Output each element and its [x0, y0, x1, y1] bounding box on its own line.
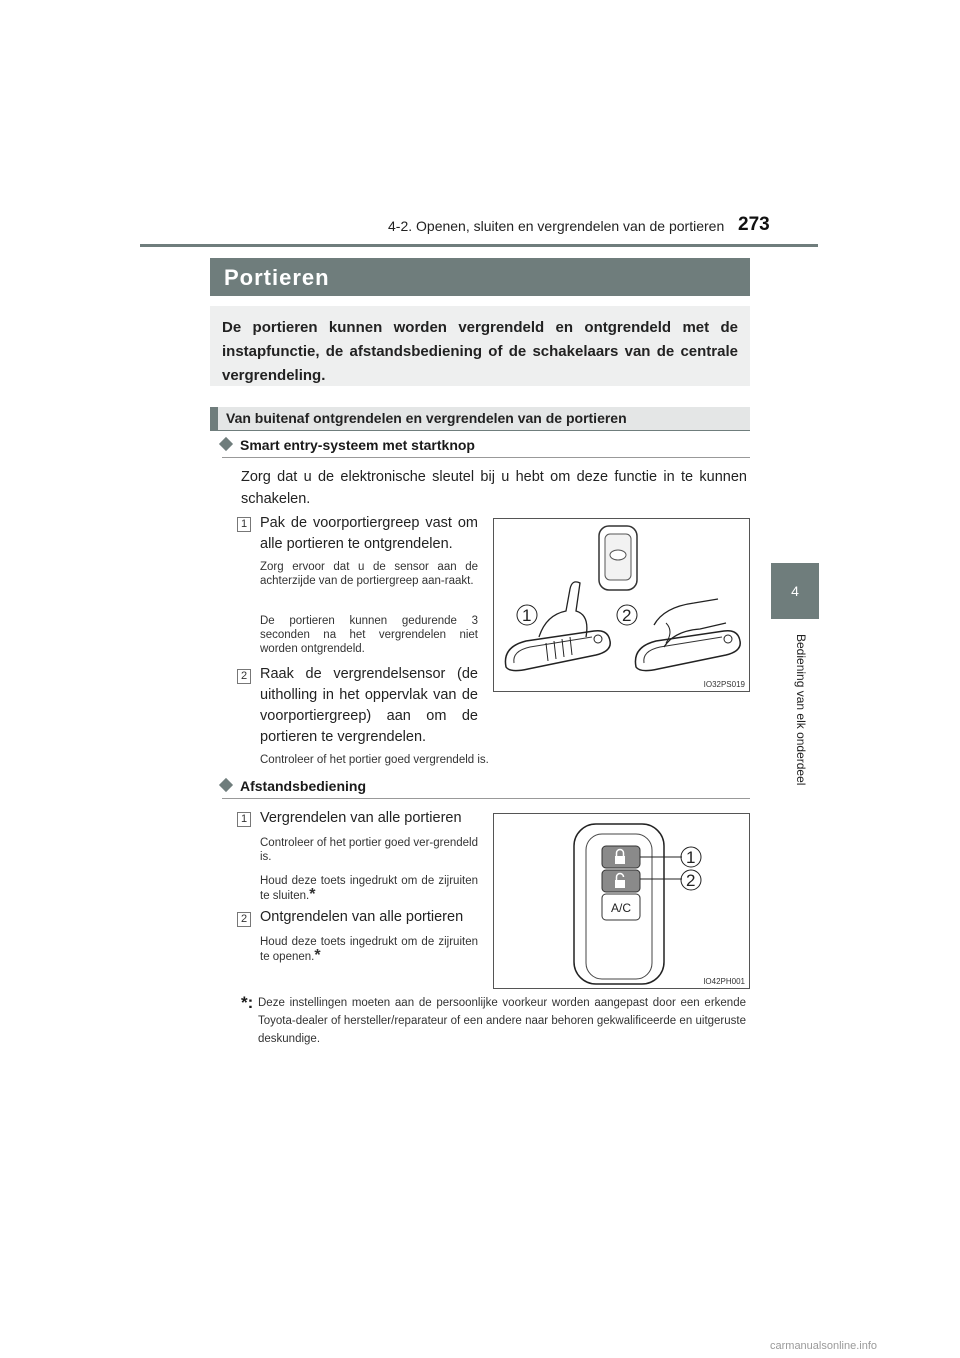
remote-key-figure: [493, 813, 750, 989]
intro-text: De portieren kunnen worden vergrendeld en ontgrendeld met de instapfunctie, de afstandsbediening of de schakelaars van de centrale vergrendeling.: [222, 319, 738, 384]
figure-code: IO32PS019: [703, 680, 745, 689]
footnote-marker: *:: [241, 993, 254, 1012]
running-header-section: 4-2. Openen, sluiten en vergrendelen van de portieren: [388, 218, 725, 234]
watermark: carmanualsonline.info: [770, 1340, 878, 1352]
step-number-badge: 1: [237, 812, 251, 827]
remote-heading-text: Afstandsbediening: [240, 778, 367, 794]
step-note: Controleer of het portier goed vergrendeld is.: [260, 754, 489, 766]
figure-callout-1: 1: [522, 606, 532, 625]
figure-code: IO42PH001: [703, 977, 745, 986]
header-rule: [140, 244, 818, 247]
step-number-badge: 2: [237, 669, 251, 684]
smart-entry-heading-text: Smart entry-systeem met startknop: [240, 437, 475, 453]
door-handle-illustration: [494, 519, 749, 691]
smart-key-icon: [599, 526, 637, 590]
diamond-bullet-icon: [219, 778, 233, 792]
diamond-bullet-icon: [219, 437, 233, 451]
step-note: De portieren kunnen gedurende 3 seconden na het vergrendelen niet worden ontgrendeld.: [260, 615, 478, 655]
step-note: Zorg ervoor dat u de sensor aan de achterzijde van de portiergreep aan-raakt.: [260, 561, 478, 587]
figure-callout-1: 1: [686, 848, 696, 867]
page-number: 273: [738, 214, 770, 235]
smart-entry-lead: Zorg dat u de elektronische sleutel bij u hebt om deze functie in te kunnen schakelen.: [241, 469, 747, 507]
figure-callout-2: 2: [686, 871, 696, 890]
figure-callout-2: 2: [622, 606, 632, 625]
step-note: Controleer of het portier goed ver-grendeld is.: [260, 837, 478, 863]
step-text: Raak de vergrendelsensor (de uitholling in het oppervlak van de voorportiergreep) aan om de portieren te vergrendelen.: [260, 666, 478, 745]
door-handle-figure: [493, 518, 750, 692]
subsection-heading: Van buitenaf ontgrendelen en vergrendelen van de portieren: [210, 407, 750, 431]
step-note: Houd deze toets ingedrukt om de zijruiten te sluiten.*: [260, 875, 478, 903]
smart-entry-heading: [218, 437, 475, 453]
remote-heading: [218, 778, 366, 794]
ac-button-label: A/C: [610, 901, 632, 915]
intro-box: [210, 306, 750, 386]
heading-rule: [222, 457, 750, 458]
footnote-text: Deze instellingen moeten aan de persoonlijke voorkeur worden aangepast door een erkende Toyota-dealer of hersteller/reparateur of een andere naar behoren gekwalificeerde en uitgeruste deskundige.: [258, 997, 746, 1045]
chapter-label: Bediening van elk onderdeel: [794, 634, 808, 786]
remote-key-illustration: [494, 814, 749, 988]
step-note: Houd deze toets ingedrukt om de zijruiten te openen.*: [260, 936, 478, 964]
subsection-rule: [210, 430, 750, 431]
door-handle-left-icon: [505, 582, 610, 671]
page-title: Portieren: [210, 258, 750, 296]
door-handle-right-icon: [635, 599, 740, 671]
step-text: Vergrendelen van alle portieren: [260, 810, 462, 826]
chapter-tab: 4: [771, 563, 819, 619]
step-number-badge: 2: [237, 912, 251, 927]
heading-rule: [222, 798, 750, 799]
step-text: Pak de voorportiergreep vast om alle portieren te ontgrendelen.: [260, 515, 478, 552]
step-text: Ontgrendelen van alle portieren: [260, 909, 464, 925]
remote-key-icon: [574, 824, 682, 984]
step-number-badge: 1: [237, 517, 251, 532]
